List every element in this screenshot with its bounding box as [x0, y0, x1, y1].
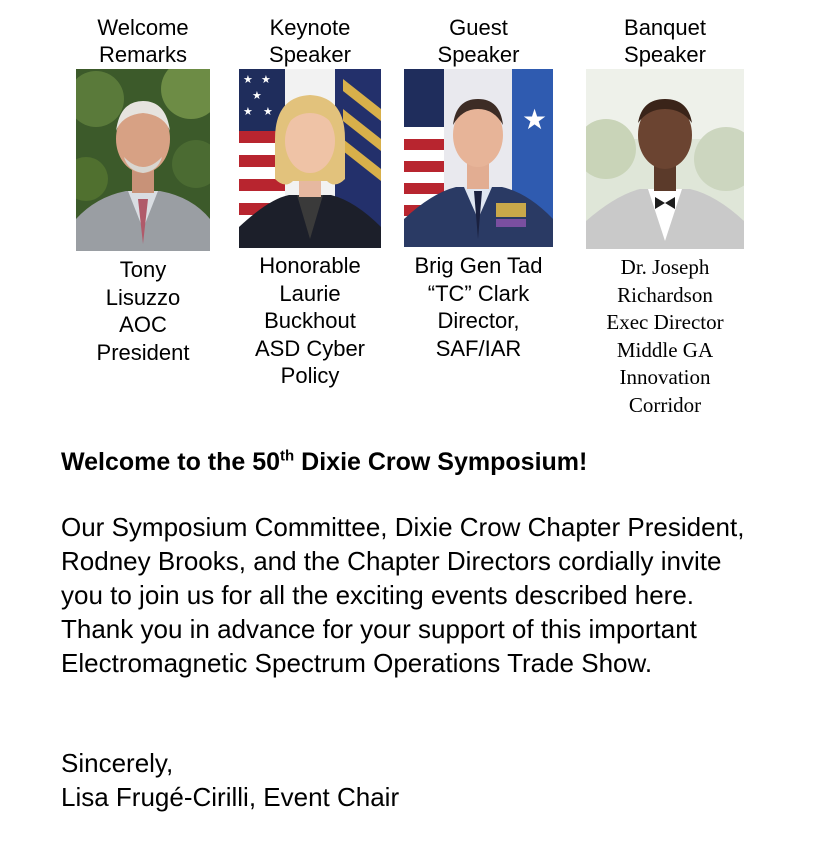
speaker-name: Tony Lisuzzo AOC President [96, 257, 190, 365]
heading-text: Welcome to the 50 [61, 448, 281, 476]
svg-text:★: ★ [263, 105, 273, 118]
page-heading [61, 448, 587, 477]
svg-text:★: ★ [261, 73, 271, 86]
signature-block: Sincerely, Lisa Frugé-Cirilli, Event Chair [61, 748, 400, 812]
svg-text:★: ★ [522, 103, 548, 136]
speaker-photo [76, 69, 210, 251]
svg-text:★: ★ [243, 73, 253, 86]
svg-text:★: ★ [243, 105, 253, 118]
speaker-role: Guest Speaker [437, 15, 520, 67]
speaker-card-banquet [586, 14, 744, 419]
speaker-name: Brig Gen Tad “TC” Clark Director, SAF/IAR [414, 253, 543, 361]
speaker-photo [239, 69, 381, 248]
svg-text:★: ★ [252, 89, 262, 102]
speaker-role: Keynote Speaker [269, 15, 351, 67]
heading-ordinal-suffix: th [280, 447, 295, 465]
speaker-photo [586, 69, 744, 249]
invitation-paragraph: Our Symposium Committee, Dixie Crow Chapter President, Rodney Brooks, and the Chapter Directors cordially invite you to join us for all the exciting events described here. Thank you in advance for your support of this important Electromagnetic Spectrum Operations Trade Show. [61, 512, 745, 678]
speaker-card-keynote [239, 14, 381, 390]
speaker-name: Honorable Laurie Buckhout ASD Cyber Policy [254, 253, 366, 388]
speaker-role: Welcome Remarks [97, 15, 189, 67]
speaker-photo [404, 69, 553, 247]
speaker-card-guest [404, 14, 553, 362]
heading-text-end: Dixie Crow Symposium! [294, 448, 588, 476]
speaker-card-welcome [76, 14, 210, 366]
speaker-name: Dr. Joseph Richardson Exec Director Middle GA Innovation Corridor [606, 255, 724, 417]
speaker-role: Banquet Speaker [624, 15, 706, 67]
